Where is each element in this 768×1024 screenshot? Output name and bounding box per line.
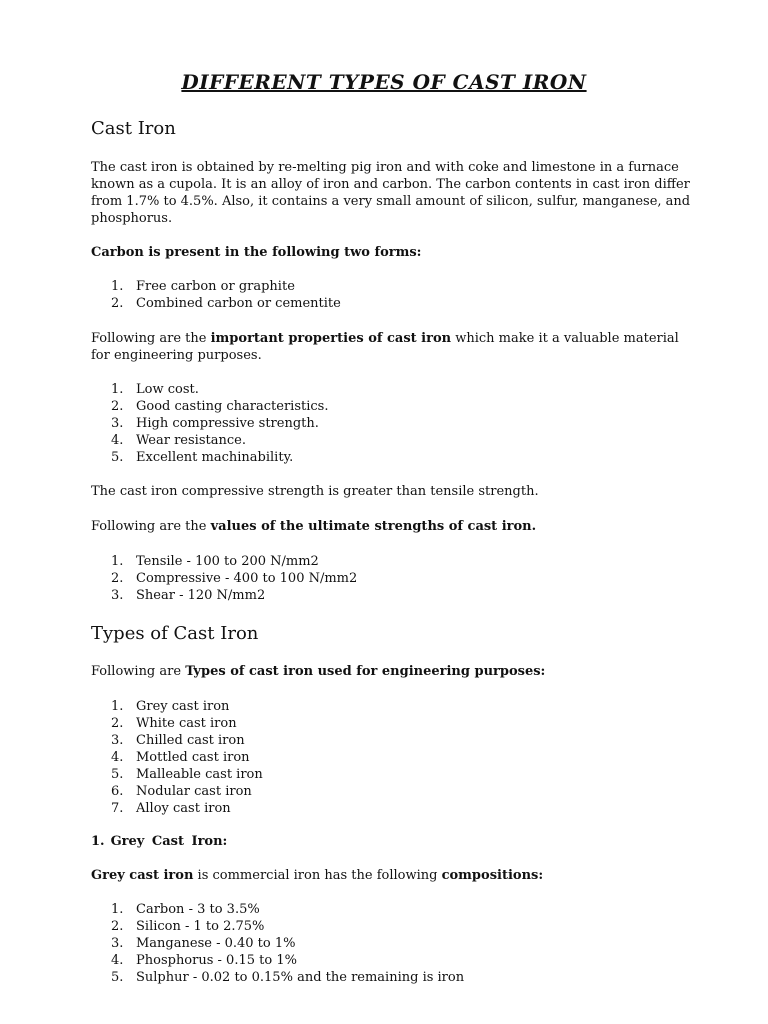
list-number: 5. [111, 767, 124, 782]
list-number: 2. [111, 716, 124, 731]
list-item [91, 901, 464, 918]
strengths-intro [91, 518, 691, 535]
list-number: 4. [111, 953, 124, 968]
list-text: Free carbon or graphite [136, 279, 295, 294]
compositions-list [91, 901, 464, 986]
properties-intro [91, 330, 691, 364]
list-text: Tensile - 100 to 200 N/mm2 [136, 554, 319, 569]
list-number: 2. [111, 571, 124, 586]
heading-grey-cast-iron [91, 834, 227, 849]
properties-intro-bold: important properties of cast iron [210, 331, 452, 346]
strengths-intro-pre: Following are the [91, 519, 211, 534]
list-number: 1. [111, 554, 124, 569]
list-item [91, 918, 464, 935]
list-item [91, 935, 464, 952]
list-item [91, 415, 328, 432]
carbon-forms-heading-text: Carbon is present in the following two forms: [91, 245, 422, 260]
strength-note: The cast iron compressive strength is greater than tensile strength. [91, 484, 539, 499]
list-text: White cast iron [136, 716, 237, 731]
list-number: 1. [111, 699, 124, 714]
list-number: 5. [111, 970, 124, 985]
list-text: Excellent machinability. [136, 450, 294, 465]
list-item [91, 381, 328, 398]
list-item [91, 570, 357, 587]
list-item [91, 432, 328, 449]
list-text: Compressive - 400 to 100 N/mm2 [136, 571, 358, 586]
list-text: Low cost. [136, 382, 199, 397]
properties-intro-pre: Following are the [91, 331, 211, 346]
types-intro-pre: Following are [91, 664, 186, 679]
list-number: 1. [111, 279, 124, 294]
list-number: 5. [111, 450, 124, 465]
list-item [91, 749, 263, 766]
carbon-forms-list [91, 278, 341, 312]
list-number: 2. [111, 296, 124, 311]
strengths-list [91, 553, 357, 604]
list-item [91, 766, 263, 783]
list-item [91, 398, 328, 415]
list-item [91, 587, 357, 604]
list-text: Shear - 120 N/mm2 [136, 588, 266, 603]
list-text: Wear resistance. [136, 433, 246, 448]
list-number: 7. [111, 801, 124, 816]
strengths-intro-bold: values of the ultimate strengths of cast iron. [210, 519, 537, 534]
list-number: 2. [111, 919, 124, 934]
list-item [91, 295, 341, 312]
list-number: 3. [111, 416, 124, 431]
list-item [91, 553, 357, 570]
list-item [91, 783, 263, 800]
list-text: Grey cast iron [136, 699, 230, 714]
grey-intro-bold1: Grey cast iron [91, 868, 194, 883]
list-text: Manganese - 0.40 to 1% [136, 936, 296, 951]
properties-intro-post: which make it a valuable material for engineering purposes. [91, 331, 679, 363]
list-number: 6. [111, 784, 124, 799]
document-title: DIFFERENT TYPES OF CAST IRON [181, 70, 587, 94]
list-item [91, 732, 263, 749]
types-list [91, 698, 263, 817]
grey-intro-mid: is commercial iron has the following [193, 868, 442, 883]
types-intro-bold: Types of cast iron used for engineering purposes: [185, 664, 546, 679]
list-text: Chilled cast iron [136, 733, 245, 748]
list-text: Carbon - 3 to 3.5% [136, 902, 260, 917]
list-number: 3. [111, 588, 124, 603]
list-item [91, 698, 263, 715]
list-item [91, 278, 341, 295]
list-number: 4. [111, 750, 124, 765]
list-item [91, 449, 328, 466]
list-item [91, 969, 464, 986]
section-heading-text: Grey Cast Iron: [110, 834, 228, 849]
list-item [91, 715, 263, 732]
list-number: 3. [111, 733, 124, 748]
heading-cast-iron: Cast Iron [91, 118, 176, 139]
list-text: Sulphur - 0.02 to 0.15% and the remaining is iron [136, 970, 465, 985]
list-number: 2. [111, 399, 124, 414]
list-text: Alloy cast iron [136, 801, 231, 816]
list-text: Mottled cast iron [136, 750, 250, 765]
list-text: Nodular cast iron [136, 784, 252, 799]
intro-paragraph: The cast iron is obtained by re-melting pig iron and with coke and limestone in a furnace known as a cupola. It is an alloy of iron and carbon. The carbon contents in cast iron differ from 1.7% to 4.5%. Also, it contains a very small amount of silicon, sulfur, manganese, and phosphorus. [91, 160, 691, 226]
carbon-forms-heading [91, 244, 691, 261]
list-number: 1. [111, 902, 124, 917]
list-text: Good casting characteristics. [136, 399, 329, 414]
list-number: 1. [111, 382, 124, 397]
list-number: 4. [111, 433, 124, 448]
heading-types-of-cast-iron: Types of Cast Iron [91, 623, 259, 644]
list-number: 3. [111, 936, 124, 951]
list-text: Malleable cast iron [136, 767, 263, 782]
grey-intro-bold2: compositions: [441, 868, 544, 883]
list-item [91, 800, 263, 817]
list-item [91, 952, 464, 969]
properties-list [91, 381, 328, 466]
list-text: Silicon - 1 to 2.75% [136, 919, 265, 934]
list-text: Phosphorus - 0.15 to 1% [136, 953, 297, 968]
types-intro [91, 663, 691, 680]
list-text: Combined carbon or cementite [136, 296, 341, 311]
section-number: 1. [91, 834, 105, 849]
grey-intro [91, 867, 691, 884]
list-text: High compressive strength. [136, 416, 319, 431]
